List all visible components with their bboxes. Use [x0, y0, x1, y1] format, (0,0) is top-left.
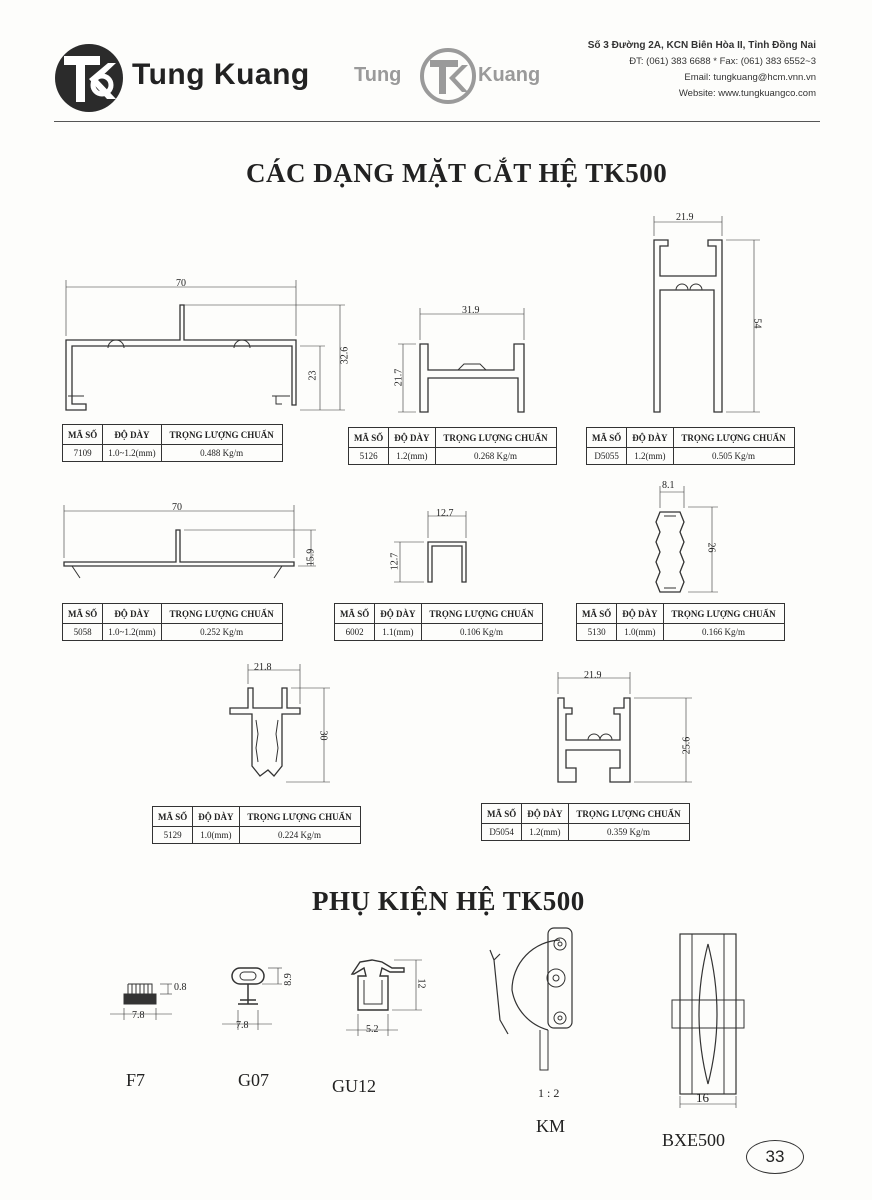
code: D5055 [587, 448, 627, 465]
dim-G07-height: 8.9 [282, 973, 294, 986]
thickness: 1.0~1.2(mm) [103, 624, 161, 641]
dim-D5054-height: 25.6 [681, 736, 693, 755]
company-address: Số 3 Đường 2A, KCN Biên Hòa II, Tỉnh Đồng Nai [587, 40, 816, 51]
code: 5130 [577, 624, 617, 641]
thickness: 1.0~1.2(mm) [103, 445, 161, 462]
profile-5058-drawing [64, 505, 316, 578]
weight: 0.224 Kg/m [239, 827, 360, 844]
company-email: Email: tungkuang@hcm.vnn.vn [684, 72, 816, 83]
accessory-KM-label: KM [536, 1116, 566, 1136]
brand-secondary-right: Kuang [478, 64, 541, 86]
col-weight: TRỌNG LƯỢNG CHUẨN [161, 425, 282, 445]
dim-D5054-width: 21.9 [584, 670, 602, 681]
code: D5054 [482, 824, 522, 841]
col-weight: TRỌNG LƯỢNG CHUẨN [161, 604, 282, 624]
col-weight: TRỌNG LƯỢNG CHUẨN [239, 807, 360, 827]
dim-D5055-height: 54 [751, 318, 763, 329]
dim-5058-width: 70 [172, 502, 182, 513]
dim-6002-width: 12.7 [436, 508, 454, 519]
spec-table-5129 [152, 806, 361, 844]
thickness: 1.2(mm) [522, 824, 568, 841]
col-thickness: ĐỘ DÀY [627, 428, 673, 448]
code: 5126 [349, 448, 389, 465]
accessory-GU12-label: GU12 [332, 1076, 376, 1096]
spec-table-5130 [576, 603, 785, 641]
code: 6002 [335, 624, 375, 641]
profile-D5054-drawing [558, 672, 692, 782]
weight: 0.268 Kg/m [435, 448, 556, 465]
code: 7109 [63, 445, 103, 462]
weight: 0.488 Kg/m [161, 445, 282, 462]
company-phone: ĐT: (061) 383 6688 * Fax: (061) 383 6552~3 [629, 56, 816, 67]
thickness: 1.1(mm) [375, 624, 421, 641]
col-code: MÃ SỐ [63, 604, 103, 624]
thickness: 1.2(mm) [627, 448, 673, 465]
accessory-BXE500-label: BXE500 [662, 1130, 725, 1150]
col-thickness: ĐỘ DÀY [103, 425, 161, 445]
dim-5126-height: 21.7 [393, 368, 405, 387]
brand-secondary-left: Tung [354, 64, 402, 86]
col-code: MÃ SỐ [587, 428, 627, 448]
accessory-GU12-drawing [346, 960, 422, 1036]
dim-7109-inner: 23 [307, 370, 319, 381]
brand-name: Tung Kuang [132, 58, 310, 91]
profile-7109-drawing [66, 280, 345, 410]
page-number: 33 [746, 1140, 804, 1174]
col-weight: TRỌNG LƯỢNG CHUẨN [673, 428, 794, 448]
accessory-KM-scale: 1 : 2 [538, 1086, 560, 1100]
code: 5058 [63, 624, 103, 641]
profile-5130-drawing [656, 486, 718, 592]
dim-F7-height: 0.8 [174, 982, 187, 993]
thickness: 1.0(mm) [193, 827, 239, 844]
dim-7109-width: 70 [176, 278, 186, 289]
weight: 0.252 Kg/m [161, 624, 282, 641]
col-code: MÃ SỐ [153, 807, 193, 827]
col-thickness: ĐỘ DÀY [193, 807, 239, 827]
spec-table-D5054 [481, 803, 690, 841]
dim-5126-width: 31.9 [462, 305, 480, 316]
col-code: MÃ SỐ [482, 804, 522, 824]
weight: 0.505 Kg/m [673, 448, 794, 465]
dim-7109-height: 32.6 [339, 346, 351, 365]
profile-5129-drawing [230, 664, 330, 782]
code: 5129 [153, 827, 193, 844]
dim-GU12-height: 12 [415, 978, 427, 989]
profile-6002-drawing [394, 511, 466, 582]
dim-GU12-width: 5.2 [366, 1024, 379, 1035]
thickness: 1.2(mm) [389, 448, 435, 465]
weight: 0.359 Kg/m [568, 824, 689, 841]
accessory-BXE500-drawing [672, 934, 744, 1108]
spec-table-D5055 [586, 427, 795, 465]
dim-5058-height: 15.9 [305, 548, 317, 567]
profile-5126-drawing [398, 308, 524, 412]
dim-5129-width: 21.8 [254, 662, 272, 673]
thickness: 1.0(mm) [617, 624, 663, 641]
dim-D5055-width: 21.9 [676, 212, 694, 223]
col-weight: TRỌNG LƯỢNG CHUẨN [663, 604, 784, 624]
accessories-title: PHỤ KIỆN HỆ TK500 [312, 886, 585, 916]
accessory-F7-label: F7 [126, 1070, 146, 1090]
dim-5130-height: 26 [705, 542, 717, 553]
col-thickness: ĐỘ DÀY [522, 804, 568, 824]
col-thickness: ĐỘ DÀY [617, 604, 663, 624]
weight: 0.166 Kg/m [663, 624, 784, 641]
dim-G07-width: 7.8 [236, 1020, 249, 1031]
accessory-G07-label: G07 [238, 1070, 269, 1090]
col-thickness: ĐỘ DÀY [389, 428, 435, 448]
col-weight: TRỌNG LƯỢNG CHUẨN [568, 804, 689, 824]
dim-5130-width: 8.1 [662, 480, 675, 491]
accessory-KM-drawing [490, 928, 572, 1070]
col-code: MÃ SỐ [63, 425, 103, 445]
col-code: MÃ SỐ [577, 604, 617, 624]
profile-D5055-drawing [654, 216, 760, 412]
spec-table-5126 [348, 427, 557, 465]
accessory-G07-drawing [222, 968, 282, 1030]
company-website: Website: www.tungkuangco.com [678, 88, 816, 99]
col-code: MÃ SỐ [335, 604, 375, 624]
spec-table-5058 [62, 603, 283, 641]
dim-F7-width: 7.8 [132, 1010, 145, 1021]
weight: 0.106 Kg/m [421, 624, 542, 641]
dim-6002-height: 12.7 [389, 552, 401, 571]
col-thickness: ĐỘ DÀY [375, 604, 421, 624]
col-thickness: ĐỘ DÀY [103, 604, 161, 624]
spec-table-7109 [62, 424, 283, 462]
col-weight: TRỌNG LƯỢNG CHUẨN [421, 604, 542, 624]
profiles-title: CÁC DẠNG MẶT CẮT HỆ TK500 [246, 158, 668, 188]
col-weight: TRỌNG LƯỢNG CHUẨN [435, 428, 556, 448]
spec-table-6002 [334, 603, 543, 641]
dim-BXE500-width: 16 [696, 1090, 709, 1105]
dim-5129-height: 30 [317, 730, 329, 741]
col-code: MÃ SỐ [349, 428, 389, 448]
